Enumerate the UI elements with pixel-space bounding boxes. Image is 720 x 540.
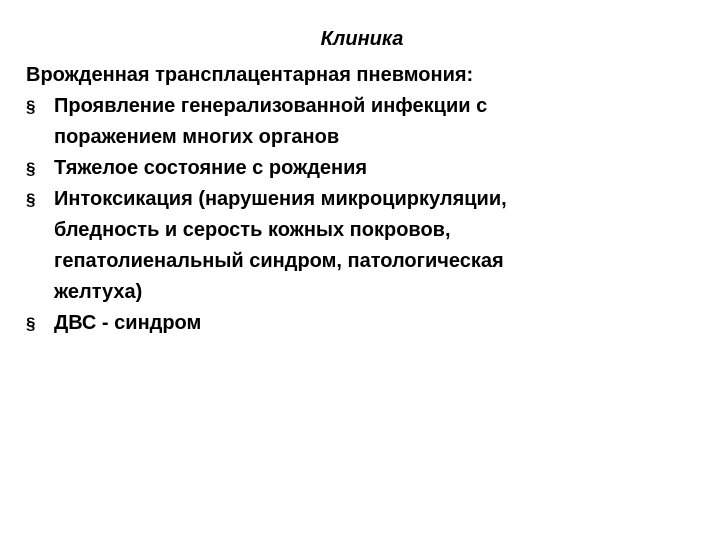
- slide-subtitle: Врожденная трансплацентарная пневмония:: [26, 64, 474, 86]
- bullet-item: [26, 153, 686, 184]
- bullet-line: гепатолиенальный синдром, патологическая: [54, 250, 504, 272]
- bullet-marker-icon: §: [26, 190, 36, 209]
- bullet-list: [26, 91, 686, 339]
- bullet-line: желтуха): [54, 281, 143, 303]
- bullet-marker-icon: §: [26, 97, 36, 116]
- bullet-item: [26, 308, 686, 339]
- bullet-line: Тяжелое состояние с рождения: [54, 157, 368, 179]
- slide-title-text: Клиника: [320, 28, 404, 50]
- bullet-line: Проявление генерализованной инфекции с: [54, 95, 488, 117]
- bullet-line: поражением многих органов: [54, 126, 340, 148]
- bullet-line: бледность и серость кожных покровов,: [54, 219, 451, 241]
- slide-title: [0, 25, 720, 53]
- bullet-marker-icon: §: [26, 159, 36, 178]
- bullet-line: ДВС - синдром: [54, 312, 202, 334]
- bullet-line: Интоксикация (нарушения микроциркуляции,: [54, 188, 507, 210]
- bullet-item: [26, 91, 686, 153]
- bullet-marker-icon: §: [26, 314, 36, 333]
- bullet-item: [26, 184, 686, 308]
